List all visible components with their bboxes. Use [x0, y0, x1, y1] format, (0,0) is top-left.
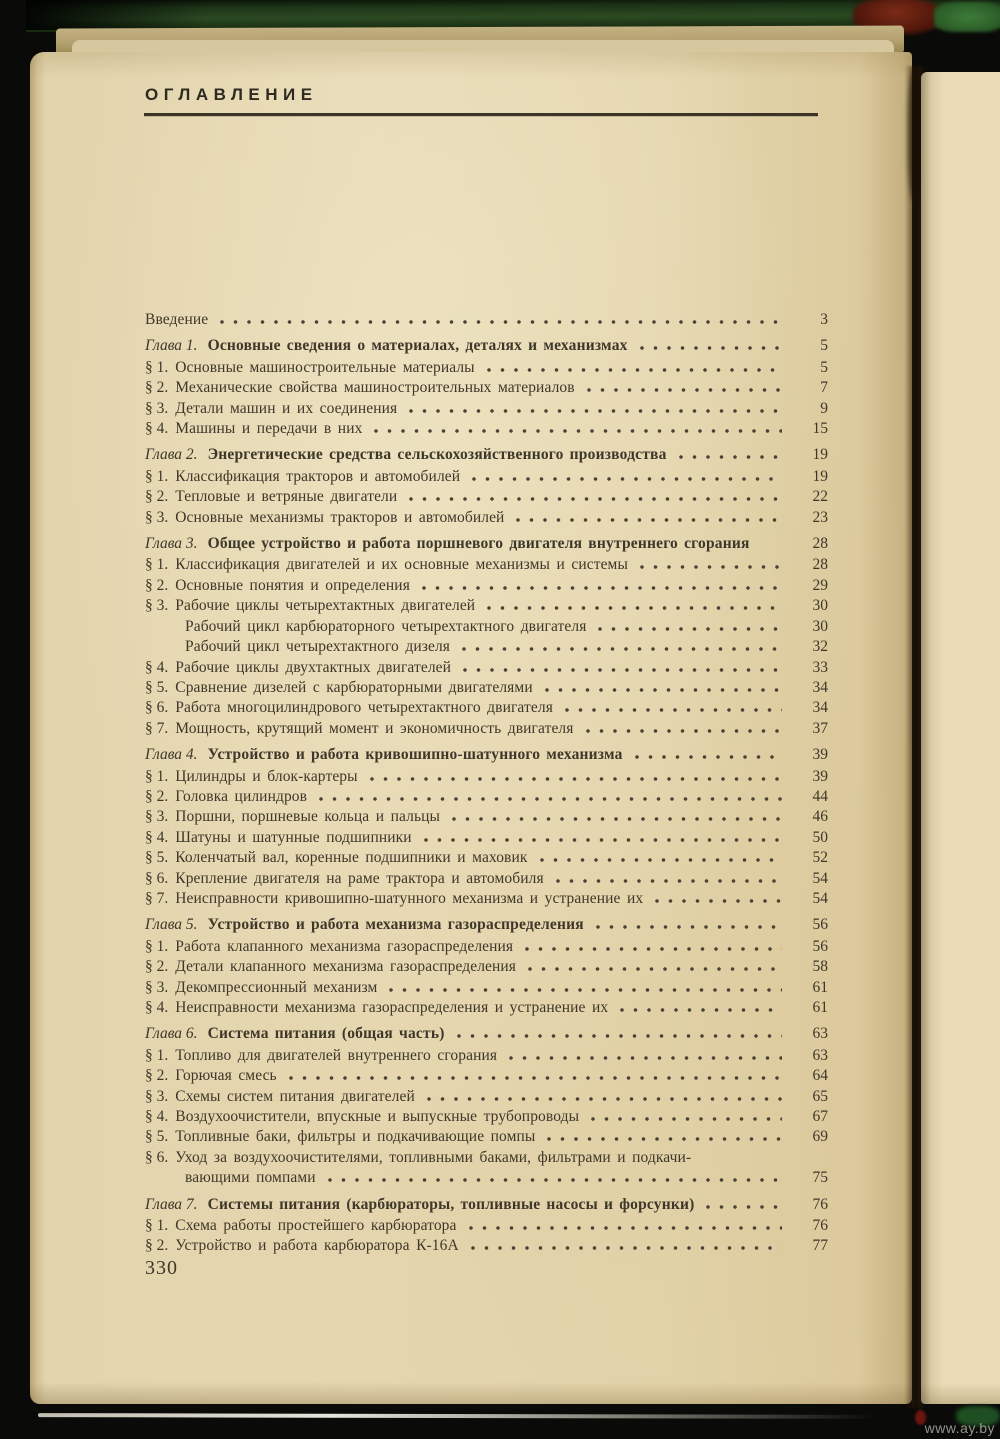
toc-page-number: 76 — [812, 1195, 828, 1213]
toc-leader-dots — [422, 586, 782, 590]
toc-row-label: § 7. — [145, 889, 169, 907]
toc-row-title: Системы питания (карбюраторы, топливные насосы и форсунки) — [207, 1195, 695, 1213]
toc-row-label: § 4. — [145, 1108, 169, 1126]
toc-row-title: Введение — [145, 311, 209, 328]
toc-page-number: 39 — [812, 767, 828, 785]
toc-row — [145, 637, 828, 657]
toc-row-label: § 3. — [145, 508, 169, 526]
toc-leader-dots — [547, 1137, 782, 1141]
toc-row-label: Глава 2. — [145, 446, 198, 464]
toc-leader-dots — [427, 1097, 782, 1101]
toc-row — [145, 957, 828, 977]
toc-page-number: 63 — [812, 1025, 828, 1043]
toc-row-title: Декомпрессионный механизм — [175, 978, 378, 996]
toc-row — [145, 576, 828, 596]
toc-page-number: 32 — [812, 638, 828, 656]
toc-row — [145, 617, 828, 637]
toc-leader-dots — [556, 879, 782, 883]
toc-page-number: 33 — [812, 658, 828, 676]
toc-row — [145, 467, 828, 487]
title-rule — [144, 113, 818, 116]
toc-page-number: 28 — [812, 556, 828, 574]
toc-row-label: § 1. — [145, 358, 169, 376]
toc-row-label: Глава 6. — [145, 1025, 198, 1043]
toc-page-number: 56 — [812, 916, 828, 934]
toc-row — [145, 1148, 828, 1168]
toc-row-label: § 4. — [145, 828, 169, 846]
toc-row — [145, 336, 828, 356]
toc-row-title: Неисправности кривошипно-шатунного механизма и устранение их — [175, 889, 644, 907]
toc-leader-dots — [620, 1008, 782, 1012]
book-cover-shadow-left — [26, 0, 226, 30]
toc-page-number: 75 — [812, 1169, 828, 1187]
toc-row-label: § 6. — [145, 1148, 169, 1166]
toc-page-number: 65 — [812, 1087, 828, 1105]
toc-row-title: Общее устройство и работа поршневого двигателя внутреннего сгорания — [207, 535, 750, 553]
toc-row — [145, 419, 828, 439]
toc-row-label: § 3. — [145, 808, 169, 826]
toc-row-label: § 1. — [145, 767, 169, 785]
toc-page-number: 19 — [812, 446, 828, 464]
toc-leader-dots — [409, 409, 782, 413]
toc-row-label: Глава 7. — [145, 1195, 198, 1213]
toc-leader-dots — [389, 988, 782, 992]
toc-row — [145, 487, 828, 507]
toc-leader-dots — [469, 1226, 782, 1230]
toc-row-title: Устройство и работа карбюратора К-16А — [175, 1237, 459, 1255]
toc-row-label: § 1. — [145, 467, 169, 485]
toc-row-label: Глава 3. — [145, 535, 198, 553]
toc-row-label: § 2. — [145, 379, 169, 397]
facing-page-sliver — [921, 72, 1000, 1404]
toc-row-label: § 4. — [145, 658, 169, 676]
toc-row-title: Головка цилиндров — [175, 787, 308, 805]
folio-page-number: 330 — [145, 1257, 178, 1279]
toc-page-number: 30 — [812, 597, 828, 615]
toc-row-title: Основные понятия и определения — [175, 576, 410, 594]
toc-row-title: Устройство и работа кривошипно-шатунного механизма — [207, 746, 623, 764]
toc-row-label: § 1. — [145, 1217, 169, 1235]
toc-leader-dots — [457, 1034, 782, 1038]
toc-leader-dots — [319, 797, 782, 801]
toc-row — [145, 1216, 828, 1236]
toc-page-number: 77 — [812, 1237, 828, 1255]
toc-row-title: Мощность, крутящий момент и экономичность двигателя — [175, 719, 574, 737]
toc-row-label: § 2. — [145, 1067, 169, 1085]
toc-row — [145, 998, 828, 1018]
toc-leader-dots — [706, 1205, 782, 1209]
toc-leader-dots — [679, 455, 782, 459]
toc-row-title: Основные сведения о материалах, деталях и механизмах — [207, 337, 628, 355]
toc-page-number: 61 — [812, 978, 828, 996]
toc-row-label: § 5. — [145, 849, 169, 867]
toc-row-title: Шатуны и шатунные подшипники — [175, 828, 412, 846]
toc-row-label: § 3. — [145, 597, 169, 615]
toc-page-number: 61 — [812, 999, 828, 1016]
toc-row — [145, 678, 828, 698]
toc-row-label: Глава 5. — [145, 916, 198, 934]
book-cover-green-corner — [934, 2, 1000, 32]
toc-leader-dots — [528, 967, 782, 971]
toc-row — [145, 787, 828, 807]
toc-page-number: 22 — [812, 488, 828, 506]
toc-leader-dots — [374, 429, 782, 433]
toc-row — [145, 848, 828, 868]
bottom-page-edges-highlight — [38, 1413, 876, 1419]
toc-page-number: 29 — [812, 576, 828, 594]
toc-row — [145, 937, 828, 957]
toc-leader-dots — [640, 565, 782, 569]
toc-page-number: 3 — [820, 311, 828, 328]
toc-page-number: 28 — [812, 535, 828, 553]
toc-row — [145, 915, 828, 935]
toc-leader-dots — [471, 1246, 782, 1250]
toc-row-label: § 5. — [145, 678, 169, 696]
toc-row-label: § 2. — [145, 488, 169, 506]
toc-row-title: Рабочие циклы двухтактных двигателей — [175, 658, 452, 676]
toc-row — [145, 1046, 828, 1066]
toc-leader-dots — [695, 1158, 828, 1162]
toc-row-title: Рабочий цикл четырехтактного дизеля — [185, 638, 451, 656]
toc-row-label: § 2. — [145, 958, 169, 976]
toc-row — [145, 358, 828, 378]
toc-row-label: Глава 4. — [145, 746, 198, 764]
toc-page-number: 30 — [812, 617, 828, 635]
toc-page-number: 15 — [812, 420, 828, 438]
toc-row-title: Сравнение дизелей с карбюраторными двигателями — [175, 678, 533, 696]
toc-row-title: Топливо для двигателей внутреннего сгорания — [175, 1046, 498, 1064]
toc-row-label: § 3. — [145, 1087, 169, 1105]
toc-leader-dots — [540, 858, 782, 862]
toc-row — [145, 828, 828, 848]
toc-row — [145, 1087, 828, 1107]
toc-leader-dots — [409, 497, 782, 501]
toc-row-label: § 1. — [145, 556, 169, 574]
book-page — [30, 52, 912, 1404]
toc-leader-dots — [565, 708, 782, 712]
toc-leader-dots — [462, 647, 782, 651]
toc-page-number: 5 — [820, 358, 828, 376]
toc-page-number: 54 — [812, 869, 828, 887]
page-title: ОГЛАВЛЕНИЕ — [145, 85, 318, 104]
toc-row-title: Энергетические средства сельскохозяйственного производства — [207, 446, 667, 464]
toc-page-number: 69 — [812, 1128, 828, 1146]
toc-row — [145, 596, 828, 616]
toc-row-title: Работа клапанного механизма газораспределения — [175, 937, 514, 955]
toc-row-title: Горючая смесь — [175, 1067, 277, 1085]
toc-page-number: 76 — [812, 1217, 828, 1235]
toc-leader-dots — [509, 1056, 782, 1060]
toc-row — [145, 508, 828, 528]
toc-row — [145, 1107, 828, 1127]
toc-page-number: 7 — [820, 379, 828, 397]
toc-row-label: § 6. — [145, 699, 169, 717]
toc-row-title: Крепление двигателя на раме трактора и автомобиля — [175, 869, 544, 887]
toc-row-label: § 7. — [145, 719, 169, 737]
toc-row-title: Схема работы простейшего карбюратора — [175, 1217, 457, 1235]
toc-leader-dots — [220, 320, 782, 324]
toc-page-number: 5 — [820, 337, 828, 355]
toc-row — [145, 555, 828, 575]
toc-row-title: вающими помпами — [185, 1169, 316, 1187]
toc-row — [145, 1024, 828, 1044]
toc-row — [145, 767, 828, 787]
toc-leader-dots — [289, 1076, 782, 1080]
toc-leader-dots — [525, 947, 782, 951]
toc-row-title: Уход за воздухоочистителями, топливными баками, фильтрами и подкачи- — [175, 1148, 692, 1166]
toc-page-number: 9 — [820, 399, 828, 417]
toc-leader-dots — [596, 925, 782, 929]
toc-page-number: 34 — [812, 678, 828, 696]
toc-row-title: Коленчатый вал, коренные подшипники и маховик — [175, 849, 528, 867]
toc-row-label: § 5. — [145, 1128, 169, 1146]
toc-page-number: 34 — [812, 699, 828, 717]
gutter-shadow-top — [908, 70, 922, 200]
toc-page-number: 37 — [812, 719, 828, 737]
toc-page-number: 46 — [812, 808, 828, 826]
toc-page-number: 44 — [812, 787, 828, 805]
toc-row-title: Топливные баки, фильтры и подкачивающие помпы — [175, 1128, 536, 1146]
toc-row-title: Работа многоцилиндрового четырехтактного двигателя — [175, 699, 553, 717]
toc-row-title: Классификация тракторов и автомобилей — [175, 467, 461, 485]
toc-row-label: § 1. — [145, 937, 169, 955]
toc-leader-dots — [598, 627, 782, 631]
toc-row — [145, 534, 828, 554]
toc-row-title: Детали машин и их соединения — [175, 399, 398, 417]
toc-row-label: § 6. — [145, 869, 169, 887]
toc-row — [145, 869, 828, 889]
toc-page-number: 63 — [812, 1046, 828, 1064]
toc-row — [145, 807, 828, 827]
toc-row-title: Тепловые и ветряные двигатели — [175, 488, 398, 506]
toc-leader-dots — [516, 518, 782, 522]
toc-row — [145, 378, 828, 398]
toc-row-title: Цилиндры и блок-картеры — [175, 767, 358, 785]
toc-row-title: Поршни, поршневые кольца и пальцы — [175, 808, 441, 826]
toc-row-title: Неисправности механизма газораспределения и устранение их — [175, 999, 609, 1016]
toc-row-label: Глава 1. — [145, 337, 198, 355]
toc-leader-dots — [370, 777, 782, 781]
toc-row-title: Механические свойства машиностроительных материалов — [175, 379, 575, 397]
toc-leader-dots — [545, 688, 782, 692]
toc-row-title: Основные механизмы тракторов и автомобилей — [175, 508, 505, 526]
toc-page-number: 19 — [812, 467, 828, 485]
toc-row-label: § 2. — [145, 576, 169, 594]
toc-row-title: Классификация двигателей и их основные механизмы и системы — [175, 556, 628, 574]
toc-page-number: 39 — [812, 746, 828, 764]
toc-row — [145, 1195, 828, 1215]
toc-page-number: 64 — [812, 1067, 828, 1085]
toc-leader-dots — [591, 1117, 782, 1121]
toc-row — [145, 445, 828, 465]
toc-page-number: 58 — [812, 958, 828, 976]
toc-row-title: Рабочие циклы четырехтактных двигателей — [175, 597, 476, 615]
toc-page-number: 52 — [812, 849, 828, 867]
toc-leader-dots — [328, 1178, 782, 1182]
toc-page-number: 50 — [812, 828, 828, 846]
toc-leader-dots — [472, 477, 782, 481]
toc-row — [145, 399, 828, 419]
toc-row-label: § 2. — [145, 1237, 169, 1255]
toc-row — [145, 889, 828, 909]
toc-page-number: 54 — [812, 889, 828, 907]
toc-page-number: 67 — [812, 1108, 828, 1126]
toc-row — [145, 698, 828, 718]
toc-rows — [145, 310, 828, 1257]
toc-row — [145, 978, 828, 998]
toc-row — [145, 1236, 828, 1256]
toc-leader-dots — [655, 899, 782, 903]
toc-row-label: § 4. — [145, 999, 169, 1016]
toc-row-label: § 2. — [145, 787, 169, 805]
toc-leader-dots — [586, 729, 782, 733]
toc-row-title: Рабочий цикл карбюраторного четырехтактного двигателя — [185, 617, 587, 635]
toc-leader-dots — [754, 544, 792, 548]
toc-row-title: Устройство и работа механизма газораспределения — [207, 916, 584, 934]
toc-leader-dots — [635, 755, 782, 759]
toc-leader-dots — [463, 668, 782, 672]
toc-row — [145, 310, 828, 330]
toc-row-title: Детали клапанного механизма газораспределения — [175, 958, 517, 976]
toc-row — [145, 719, 828, 739]
toc-row-title: Основные машиностроительные материалы — [175, 358, 475, 376]
toc-row — [145, 658, 828, 678]
toc-leader-dots — [452, 817, 782, 821]
toc-row-label: § 3. — [145, 978, 169, 996]
toc-row — [145, 745, 828, 765]
toc-leader-dots — [640, 346, 782, 350]
toc-row — [145, 1066, 828, 1086]
toc-row-title: Машины и передачи в них — [175, 420, 363, 438]
toc-row — [145, 1127, 828, 1147]
toc-row-title: Система питания (общая часть) — [207, 1025, 445, 1043]
toc-page-number: 23 — [812, 508, 828, 526]
toc-leader-dots — [587, 388, 782, 392]
toc-row-title: Схемы систем питания двигателей — [175, 1087, 415, 1105]
toc-row-label: § 3. — [145, 399, 169, 417]
toc-leader-dots — [487, 368, 782, 372]
toc-leader-dots — [487, 606, 782, 610]
watermark-text: www.ay.by — [924, 1420, 995, 1436]
toc-row-label: § 4. — [145, 420, 169, 438]
toc-row — [145, 1168, 828, 1188]
toc-leader-dots — [424, 838, 782, 842]
toc-page-number: 56 — [812, 937, 828, 955]
toc-row-label: § 1. — [145, 1046, 169, 1064]
toc-row-title: Воздухоочистители, впускные и выпускные трубопроводы — [175, 1108, 580, 1126]
